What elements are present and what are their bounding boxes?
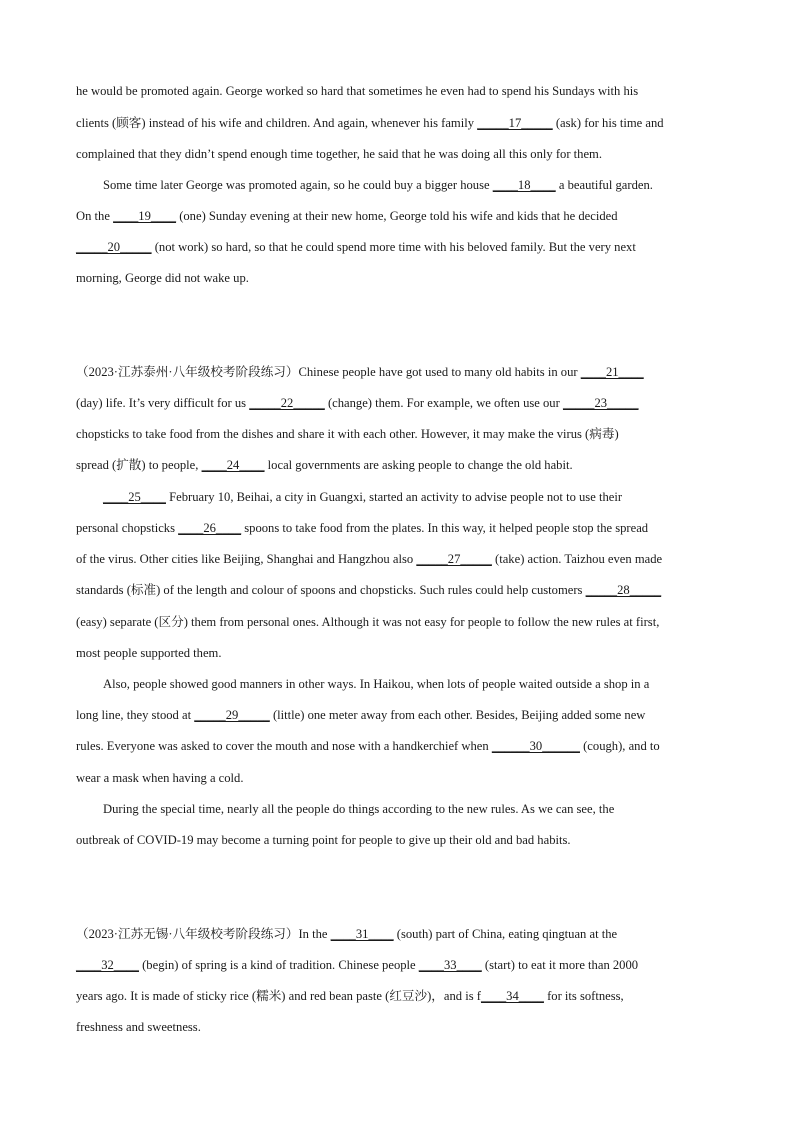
text-segment: (cough), and to — [579, 739, 660, 753]
answer-blank: ____25____ — [103, 490, 166, 504]
text-segment: (easy) separate (区分) them from personal ones. Although it was not easy for people to follow the new rules at first, — [76, 615, 660, 629]
answer-blank: _____23_____ — [562, 396, 639, 410]
passage-a-line-5 — [76, 207, 618, 225]
passage-c-line-2 — [76, 956, 638, 974]
passage-b-line-12 — [76, 706, 645, 724]
passage-a-line-1 — [76, 82, 638, 100]
answer-blank: ____34____ — [480, 989, 544, 1003]
text-segment: Some time later George was promoted again, so he could buy a bigger house — [103, 178, 493, 192]
text-segment: (start) to eat it more than 2000 — [481, 958, 639, 972]
text-segment: rules. Everyone was asked to cover the mouth and nose with a handkerchief when — [76, 739, 492, 753]
text-segment: outbreak of COVID-19 may become a turning point for people to give up their old and bad habits. — [76, 833, 571, 847]
text-segment: clients (顾客) instead of his wife and children. And again, whenever his family — [76, 116, 478, 130]
passage-b-line-9 — [76, 613, 659, 631]
passage-a-line-6 — [76, 238, 636, 256]
passage-b-line-5 — [103, 488, 622, 506]
text-segment: chopsticks to take food from the dishes and share it with each other. However, it may make the virus (病毒) — [76, 427, 619, 441]
text-segment: he would be promoted again. George worked so hard that sometimes he even had to spend his Sundays with his — [76, 84, 639, 98]
answer-blank: _____28_____ — [585, 583, 662, 597]
text-segment: On the — [76, 209, 114, 223]
answer-blank: ____24____ — [201, 458, 265, 472]
passage-b-line-15 — [103, 800, 614, 818]
answer-blank: _____22_____ — [249, 396, 325, 410]
text-segment: (south) part of China, eating qingtuan at the — [393, 927, 618, 941]
answer-blank: ____19____ — [113, 209, 177, 223]
passage-b-line-14 — [76, 769, 244, 787]
passage-b-line-13 — [76, 737, 660, 755]
passage-b-line-3 — [76, 425, 619, 443]
passage-a-line-4 — [103, 176, 653, 194]
text-segment: wear a mask when having a cold. — [76, 771, 244, 785]
passage-c-line-4 — [76, 1018, 201, 1036]
passage-b-line-4 — [76, 456, 573, 474]
passage-c-line-1 — [76, 925, 617, 943]
passage-b-line-11 — [103, 675, 649, 693]
text-segment: (not work) so hard, so that he could spend more time with his beloved family. But the very next — [151, 240, 636, 254]
text-segment: During the special time, nearly all the people do things according to the new rules. As we can see, the — [103, 802, 615, 816]
passage-c-line-3 — [76, 987, 624, 1005]
passage-b-line-8 — [76, 581, 661, 599]
text-segment: long line, they stood at — [76, 708, 195, 722]
answer-blank: ____33____ — [418, 958, 482, 972]
answer-blank: ______30______ — [491, 739, 580, 753]
passage-b-line-6 — [76, 519, 648, 537]
text-segment: standards (标准) of the length and colour of spoons and chopsticks. Such rules could help customers — [76, 583, 586, 597]
passage-a-line-3 — [76, 145, 602, 163]
text-segment: Also, people showed good manners in other ways. In Haikou, when lots of people waited outside a shop in a — [103, 677, 650, 691]
answer-blank: ____26____ — [178, 521, 242, 535]
passage-a-line-2 — [76, 114, 664, 132]
answer-blank: ____31____ — [330, 927, 394, 941]
answer-blank: ____21____ — [580, 365, 644, 379]
text-segment: (change) them. For example, we often use our — [324, 396, 563, 410]
passage-b-line-2 — [76, 394, 639, 412]
text-segment: (little) one meter away from each other. Besides, Beijing added some new — [269, 708, 646, 722]
text-segment: (take) action. Taizhou even made — [491, 552, 663, 566]
answer-blank: _____20_____ — [76, 240, 152, 254]
answer-blank: ____32____ — [76, 958, 139, 972]
text-segment: (one) Sunday evening at their new home, George told his wife and kids that he decided — [176, 209, 618, 223]
text-segment: （2023·江苏泰州·八年级校考阶段练习）Chinese people have got used to many old habits in our — [76, 365, 581, 379]
text-segment: spoons to take food from the plates. In this way, it helped people stop the spread — [241, 521, 649, 535]
text-segment: morning, George did not wake up. — [76, 271, 249, 285]
text-segment: most people supported them. — [76, 646, 222, 660]
answer-blank: _____27_____ — [416, 552, 492, 566]
text-segment: (begin) of spring is a kind of tradition. Chinese people — [138, 958, 419, 972]
text-segment: a beautiful garden. — [555, 178, 653, 192]
answer-blank: _____29_____ — [194, 708, 270, 722]
text-segment: February 10, Beihai, a city in Guangxi, started an activity to advise people not to use their — [165, 490, 623, 504]
passage-b-line-10 — [76, 644, 222, 662]
passage-a-line-7 — [76, 269, 249, 287]
text-segment: （2023·江苏无锡·八年级校考阶段练习）In the — [76, 927, 331, 941]
text-segment: of the virus. Other cities like Beijing, Shanghai and Hangzhou also — [76, 552, 417, 566]
text-segment: personal chopsticks — [76, 521, 179, 535]
text-segment: freshness and sweetness. — [76, 1020, 201, 1034]
passage-b-line-16 — [76, 831, 571, 849]
text-segment: (day) life. It’s very difficult for us — [76, 396, 250, 410]
passage-b-line-7 — [76, 550, 662, 568]
text-segment: (ask) for his time and — [552, 116, 664, 130]
text-segment: spread (扩散) to people, — [76, 458, 202, 472]
answer-blank: _____17_____ — [477, 116, 553, 130]
text-segment: for its softness, — [543, 989, 624, 1003]
answer-blank: ____18____ — [492, 178, 556, 192]
text-segment: years ago. It is made of sticky rice (糯米) and red bean paste (红豆沙)，and is f — [76, 989, 481, 1003]
passage-b-line-1 — [76, 363, 644, 381]
text-segment: complained that they didn’t spend enough time together, he said that he was doing all this only for them. — [76, 147, 602, 161]
text-segment: local governments are asking people to change the old habit. — [264, 458, 573, 472]
